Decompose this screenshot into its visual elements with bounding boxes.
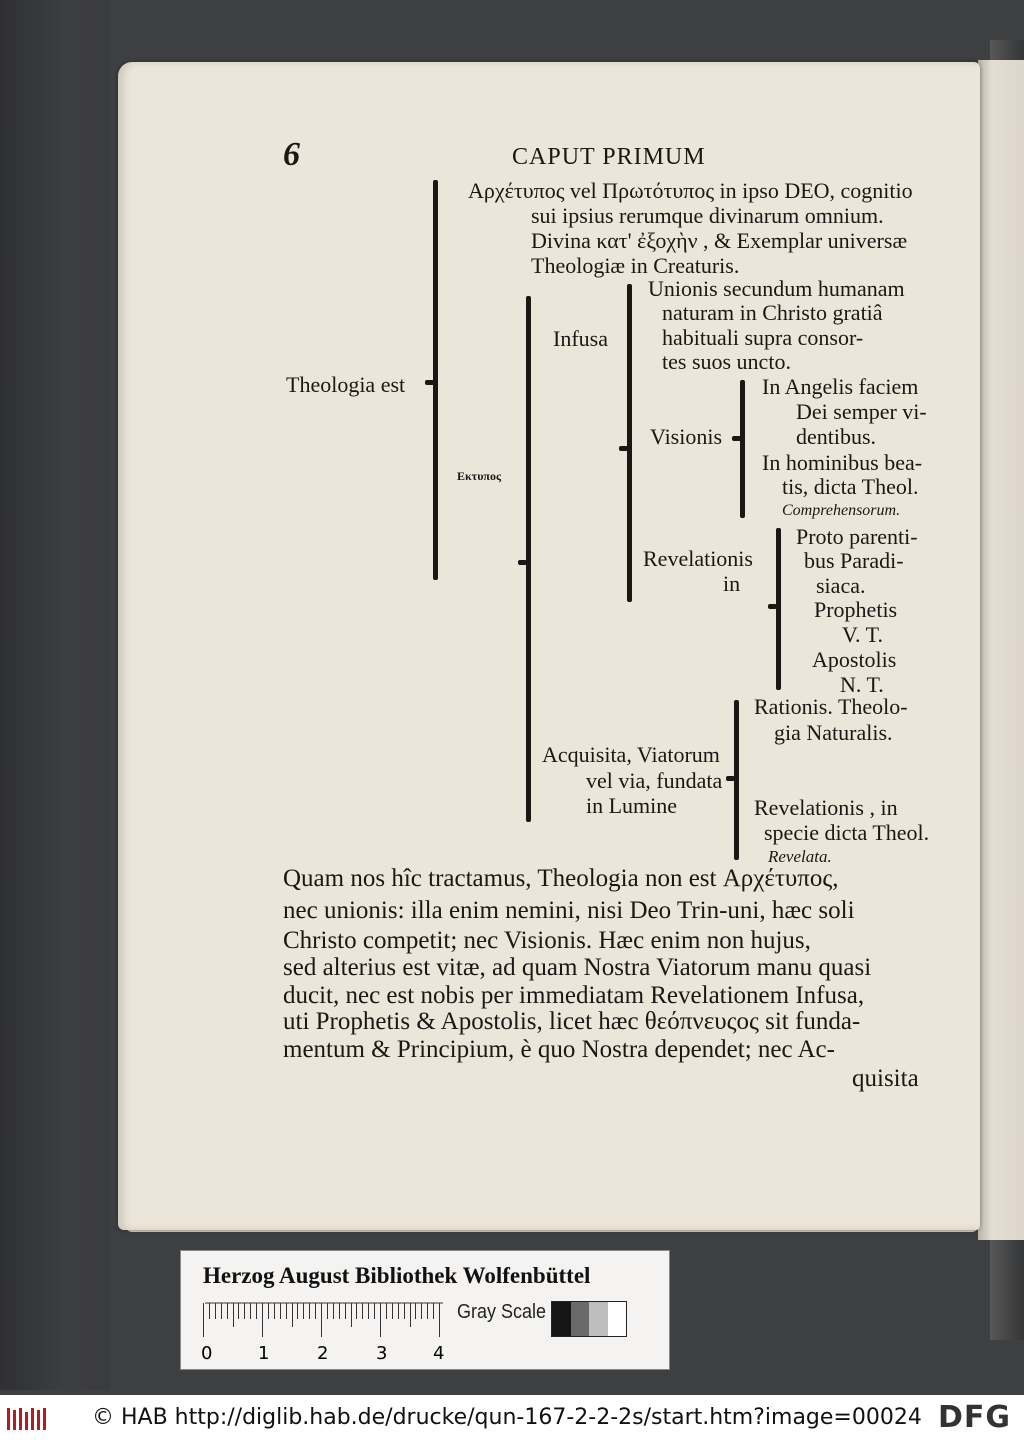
revelationis2-line-1: Revelationis , in bbox=[754, 795, 898, 820]
ruler-tick bbox=[439, 1303, 440, 1337]
ektypos-label: Εκτυπος bbox=[457, 469, 502, 483]
acquisita-line-1: Acquisita, Viatorum bbox=[542, 742, 720, 767]
paragraph-line-3: Christo competit; nec Visionis. Hæc enim non hujus, bbox=[283, 927, 811, 954]
ruler-tick bbox=[233, 1303, 234, 1327]
ruler-tick bbox=[203, 1303, 204, 1337]
ruler-tick bbox=[427, 1303, 428, 1319]
proto-line-2: bus Paradi- bbox=[804, 548, 904, 573]
paragraph-line-1: Quam nos hîc tractamus, Theologia non est Αρχέτυπος, bbox=[283, 865, 839, 892]
ruler-tick bbox=[339, 1303, 340, 1319]
ruler-tick bbox=[268, 1303, 269, 1319]
unionis-line-2: naturam in Christo gratiâ bbox=[662, 300, 883, 325]
prophetis-line-1: Prophetis bbox=[814, 597, 898, 622]
ruler-tick bbox=[280, 1303, 281, 1319]
proto-line-1: Proto parenti- bbox=[796, 524, 918, 549]
ruler-tick bbox=[398, 1303, 399, 1319]
paragraph-line-7: mentum & Principium, è quo Nostra dependet; nec Ac- bbox=[283, 1036, 835, 1063]
ruler-tick bbox=[368, 1303, 369, 1319]
revelationis-in-line-2: in bbox=[723, 571, 741, 596]
ruler-tick bbox=[421, 1303, 422, 1319]
brace-visionis bbox=[740, 380, 745, 518]
paragraph-line-8: quisita bbox=[852, 1065, 919, 1092]
book-binding bbox=[0, 0, 110, 1390]
scale-number-3: 3 bbox=[376, 1343, 388, 1364]
scheme-root: Theologia est bbox=[286, 372, 406, 397]
page-number: 6 bbox=[283, 136, 300, 173]
ruler-tick bbox=[404, 1303, 405, 1319]
apostolis-line-2: N. T. bbox=[840, 672, 884, 697]
gray-scale-card bbox=[180, 1250, 670, 1370]
ruler-tick bbox=[215, 1303, 216, 1319]
unionis-line-4: tes suos uncto. bbox=[662, 349, 791, 374]
ruler-tick bbox=[256, 1303, 257, 1319]
brace-ektypos-tick bbox=[518, 560, 527, 565]
brace-ektypos bbox=[526, 296, 531, 822]
ruler-ticks bbox=[203, 1303, 443, 1339]
brace-acquisita-tick bbox=[726, 776, 735, 781]
rationis-line-1: Rationis. Theolo- bbox=[754, 694, 908, 719]
running-head: CAPUT PRIMUM bbox=[512, 144, 706, 170]
paragraph-line-6: uti Prophetis & Apostolis, licet hæc θεόπνευςος sit funda- bbox=[283, 1008, 861, 1035]
paragraph-line-4: sed alterius est vitæ, ad quam Nostra Viatorum manu quasi bbox=[283, 954, 872, 981]
archetypos-line-4: Theologiæ in Creaturis. bbox=[531, 253, 740, 278]
paragraph-line-5: ducit, nec est nobis per immediatam Revelationem Infusa, bbox=[283, 982, 865, 1009]
ruler-tick bbox=[303, 1303, 304, 1319]
ruler-tick bbox=[362, 1303, 363, 1319]
ruler-tick bbox=[392, 1303, 393, 1319]
ruler-tick bbox=[374, 1303, 375, 1319]
unionis-line-3: habituali supra consor- bbox=[662, 325, 864, 350]
ruler-tick bbox=[297, 1303, 298, 1319]
visionis-label: Visionis bbox=[650, 424, 723, 449]
brace-visionis-tick bbox=[732, 436, 741, 441]
gray-swatches bbox=[551, 1301, 627, 1337]
ruler-tick bbox=[327, 1303, 328, 1319]
revelationis2-line-2: specie dicta Theol. bbox=[764, 820, 930, 845]
ruler-tick bbox=[433, 1303, 434, 1319]
ruler-tick bbox=[244, 1303, 245, 1319]
brace-acquisita bbox=[734, 700, 739, 860]
in-angelis-line-1: In Angelis faciem bbox=[762, 374, 919, 399]
proto-line-3: siaca. bbox=[816, 573, 866, 598]
hab-logo-icon bbox=[6, 1406, 50, 1432]
ruler-tick bbox=[410, 1303, 411, 1327]
ruler-tick bbox=[286, 1303, 287, 1319]
paragraph-line-2: nec unionis: illa enim nemini, nisi Deo Trin-uni, hæc soli bbox=[283, 897, 855, 924]
revelationis-in-line-1: Revelationis bbox=[643, 546, 753, 571]
brace-root bbox=[433, 180, 438, 580]
brace-root-tick bbox=[425, 380, 434, 385]
ruler-tick bbox=[345, 1303, 346, 1319]
ruler-tick bbox=[209, 1303, 210, 1319]
brace-revelationis-tick bbox=[768, 604, 777, 609]
ruler-tick bbox=[227, 1303, 228, 1319]
in-angelis-line-3: dentibus. bbox=[796, 424, 877, 449]
dfg-logo: DFG bbox=[938, 1400, 1012, 1435]
in-hominibus-line-2: tis, dicta Theol. bbox=[782, 474, 919, 499]
ruler-tick bbox=[274, 1303, 275, 1319]
ruler-tick bbox=[238, 1303, 239, 1319]
apostolis-line-1: Apostolis bbox=[812, 647, 897, 672]
next-page-edge bbox=[978, 60, 1024, 1240]
in-angelis-line-2: Dei semper vi- bbox=[796, 399, 927, 424]
brace-revelationis bbox=[776, 528, 781, 690]
scale-number-4: 4 bbox=[433, 1343, 445, 1364]
ruler-tick bbox=[292, 1303, 293, 1327]
acquisita-line-2: vel via, fundata bbox=[586, 768, 723, 793]
prophetis-line-2: V. T. bbox=[842, 622, 883, 647]
ruler-tick bbox=[262, 1303, 263, 1337]
in-hominibus-line-1: In hominibus bea- bbox=[762, 450, 923, 475]
ruler-tick bbox=[321, 1303, 322, 1337]
gray-scale-label: Gray Scale bbox=[457, 1301, 547, 1323]
in-hominibus-line-3: Comprehensorum. bbox=[782, 502, 901, 519]
scale-number-0: 0 bbox=[201, 1343, 213, 1364]
brace-infusa bbox=[627, 284, 632, 602]
ruler-tick bbox=[221, 1303, 222, 1319]
ruler-tick bbox=[415, 1303, 416, 1319]
acquisita-line-3: in Lumine bbox=[586, 793, 678, 818]
ruler-tick bbox=[315, 1303, 316, 1319]
ruler-tick bbox=[333, 1303, 334, 1319]
scale-title: Herzog August Bibliothek Wolfenbüttel bbox=[203, 1263, 591, 1288]
ruler-tick bbox=[351, 1303, 352, 1327]
scale-number-2: 2 bbox=[317, 1343, 329, 1364]
infusa-label: Infusa bbox=[553, 326, 608, 351]
archetypos-line-1: Αρχέτυπος vel Πρωτότυπος in ipso DEO, cognitio bbox=[468, 178, 913, 203]
ruler-tick bbox=[380, 1303, 381, 1337]
ruler-tick bbox=[309, 1303, 310, 1319]
ruler-tick bbox=[386, 1303, 387, 1319]
scale-number-1: 1 bbox=[258, 1343, 270, 1364]
archetypos-line-3: Divina κατ' ἐξοχὴν , & Exemplar universæ bbox=[531, 228, 908, 253]
footer-copyright-link[interactable]: © HAB http://diglib.hab.de/drucke/qun-167-2-2-2s/start.htm?image=00024 bbox=[92, 1405, 922, 1430]
archetypos-line-2: sui ipsius rerumque divinarum omnium. bbox=[531, 203, 884, 228]
rationis-line-2: gia Naturalis. bbox=[774, 720, 893, 745]
brace-infusa-tick bbox=[619, 446, 628, 451]
ruler-tick bbox=[356, 1303, 357, 1319]
ruler-tick bbox=[250, 1303, 251, 1319]
revelationis2-line-3: Revelata. bbox=[768, 847, 832, 866]
unionis-line-1: Unionis secundum humanam bbox=[648, 276, 905, 301]
